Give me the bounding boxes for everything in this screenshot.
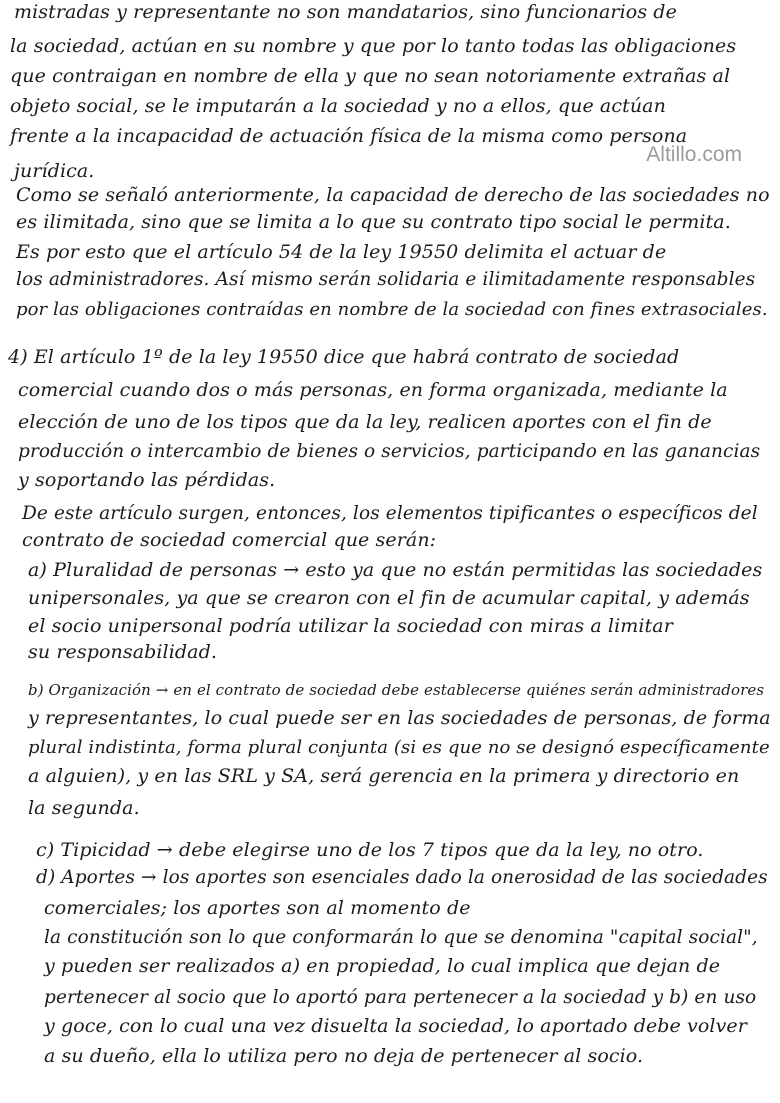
text-line: y representantes, lo cual puede ser en las sociedades de personas, de forma: [28, 707, 771, 729]
text-line: Como se señaló anteriormente, la capacidad de derecho de las sociedades no: [16, 184, 770, 206]
text-line: que contraigan en nombre de ella y que no sean notoriamente extrañas al: [10, 65, 731, 87]
text-line: pertenecer al socio que lo aportó para pertenecer a la sociedad y b) en uso: [44, 987, 757, 1008]
text-line: por las obligaciones contraídas en nombre de la sociedad con fines extrasociales.: [16, 299, 768, 320]
text-line: a su dueño, ella lo utiliza pero no deja de pertenecer al socio.: [44, 1045, 644, 1067]
text-line: unipersonales, ya que se crearon con el fin de acumular capital, y además: [28, 587, 750, 609]
text-line: c) Tipicidad → debe elegirse uno de los 7 tipos que da la ley, no otro.: [36, 839, 704, 861]
text-line: la segunda.: [28, 797, 140, 819]
text-line: y pueden ser realizados a) en propiedad, lo cual implica que dejan de: [44, 955, 721, 977]
text-line: jurídica.: [14, 160, 95, 182]
text-line: su responsabilidad.: [28, 641, 218, 663]
text-line: a) Pluralidad de personas → esto ya que no están permitidas las sociedades: [28, 559, 763, 581]
text-line: d) Aportes → los aportes son esenciales dado la onerosidad de las sociedades: [36, 867, 768, 888]
text-line: elección de uno de los tipos que da la ley, realicen aportes con el fin de: [18, 411, 712, 433]
text-line: la constitución son lo que conformarán lo que se denomina "capital social",: [44, 927, 758, 948]
text-line: De este artículo surgen, entonces, los elementos tipificantes o específicos del: [22, 503, 758, 524]
text-line: comerciales; los aportes son al momento de: [44, 897, 471, 919]
text-line: comercial cuando dos o más personas, en forma organizada, mediante la: [18, 379, 728, 401]
text-line: a alguien), y en las SRL y SA, será gerencia en la primera y directorio en: [28, 765, 740, 787]
text-line: 4) El artículo 1º de la ley 19550 dice que habrá contrato de sociedad: [8, 346, 680, 368]
text-line: la sociedad, actúan en su nombre y que por lo tanto todas las obligaciones: [10, 35, 737, 57]
text-line: y goce, con lo cual una vez disuelta la sociedad, lo aportado debe volver: [44, 1015, 747, 1037]
text-line: objeto social, se le imputarán a la sociedad y no a ellos, que actúan: [10, 95, 666, 117]
text-line: contrato de sociedad comercial que serán:: [22, 529, 437, 551]
text-line: mistradas y representante no son mandatarios, sino funcionarios de: [14, 1, 677, 23]
text-line: el socio unipersonal podría utilizar la sociedad con miras a limitar: [28, 615, 673, 637]
text-line: frente a la incapacidad de actuación física de la misma como persona: [10, 125, 688, 147]
text-line: los administradores. Así mismo serán solidaria e ilimitadamente responsables: [16, 269, 756, 290]
text-line: producción o intercambio de bienes o servicios, participando en las ganancias: [18, 441, 761, 462]
text-line: y soportando las pérdidas.: [18, 469, 276, 491]
text-line: Es por esto que el artículo 54 de la ley 19550 delimita el actuar de: [16, 241, 667, 263]
text-line: es ilimitada, sino que se limita a lo que su contrato tipo social le permita.: [16, 211, 731, 233]
watermark: Altillo.com: [646, 143, 742, 166]
text-line: b) Organización → en el contrato de sociedad debe establecerse quiénes serán administradores: [28, 681, 765, 699]
text-line: plural indistinta, forma plural conjunta (si es que no se designó específicamente: [28, 737, 770, 758]
